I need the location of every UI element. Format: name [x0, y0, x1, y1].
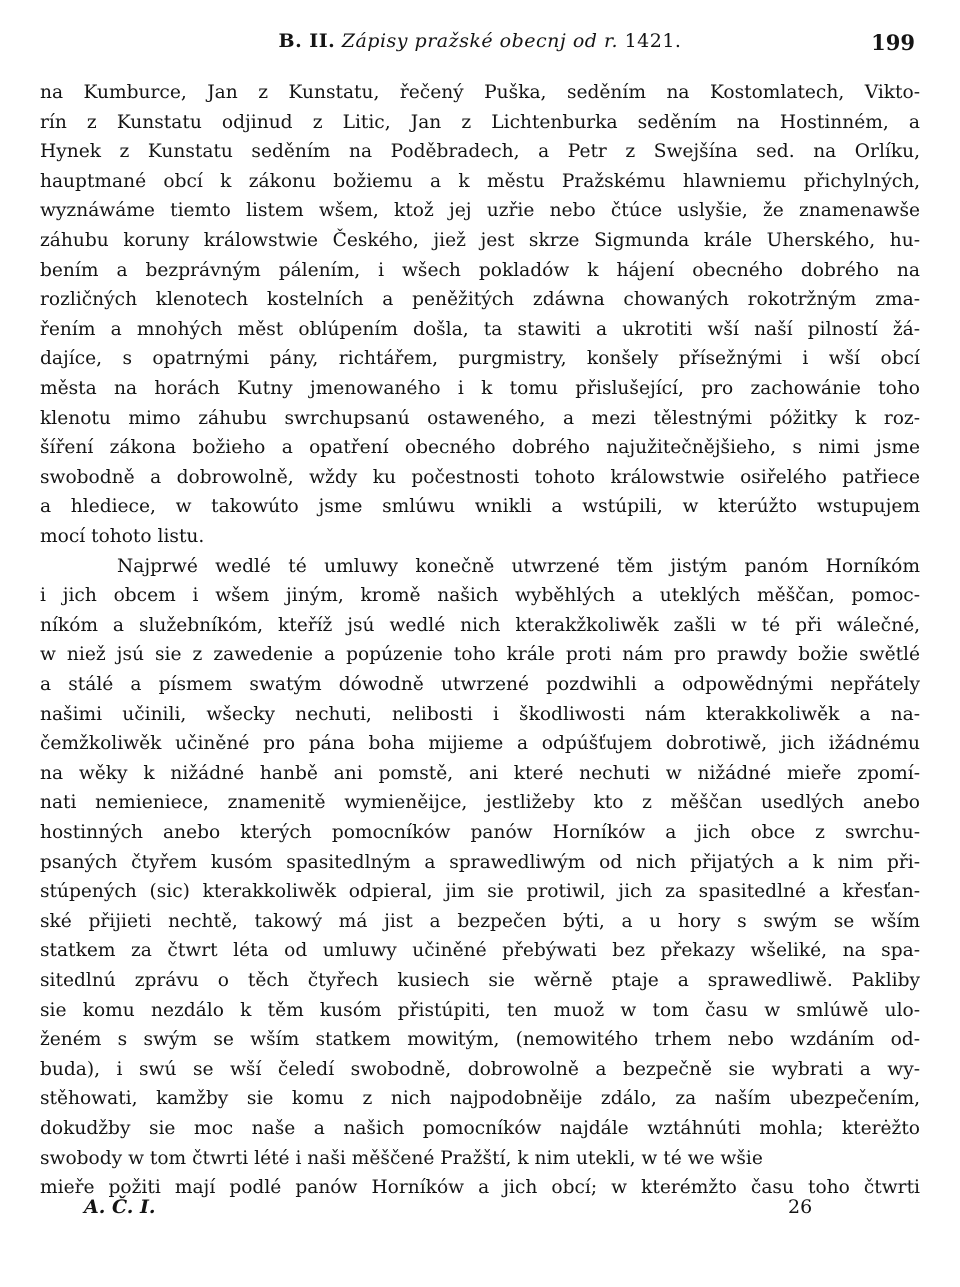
text-line: města na horách Kutny jmenowaného i k tomu přislušející, pro zachowánie toho [40, 378, 920, 399]
text-line: řením a mnohých měst oblúpením došla, ta stawiti a ukrotiti wší naší pilností žá- [40, 318, 920, 340]
text-line: Najprwé wedlé té umluwy konečně utwrzené těm jistým panóm Horníkóm [117, 555, 920, 577]
text-line: rín z Kunstatu odjinud z Litic, Jan z Lichtenburka seděním na Hostinném, a [40, 111, 920, 133]
text-line: dokudžby sie moc naše a našich pomocníków najdále wztáhnúti mohla; kterėžto [40, 1118, 920, 1139]
header-title [40, 30, 920, 52]
text-line: statkem za čtwrt léta od umluwy učiněné přebýwati bez překazy wšeliké, na spa- [40, 940, 920, 962]
text-line: nati nemieniece, znamenitě wymieněijce, jestližeby kto z měščan usedlých anebo [40, 792, 920, 814]
header-section: B. II. [278, 30, 336, 52]
signature-mark: A. Č. I. [84, 1196, 156, 1218]
text-line: rozličných klenotech kostelních a peněžitých zdáwna chowaných rokotržným zma- [40, 289, 920, 311]
text-line: buda), i swú se wší čeledí swobodně, dobrowolně a bezpečně sie wybrati a wy- [40, 1058, 920, 1080]
header-year: 1421. [624, 30, 682, 52]
text-line: w niež jsú sie z zawedenie a popúzenie toho krále proti nám pro prawdy božie swětlé [40, 644, 920, 666]
text-line: swobodně a dobrowolně, wždy ku počestnosti tohoto králowstwie osiřelého patřiece [40, 466, 920, 488]
text-line: na wěky k nižádné hanbě ani pomstě, ani které nechuti w nižádné mieře zpomí- [40, 762, 920, 784]
text-line: stěhowati, kamžby sie komu z nich najpodobněije zdálo, za naším ubezpečením, [40, 1088, 920, 1110]
text-line: i jich obcem i wšem jiným, kromě našich wyběhlých a uteklých měščan, pomoc- [40, 585, 920, 607]
text-line: mocí tohoto listu. [40, 526, 205, 547]
text-line: hostinných anebo kterých pomocníków panów Horníków a jich obce z swrchu- [40, 822, 920, 843]
text-line: ženém s swým se wším statkem mowitým, (nemowitého trhem nebo wzdáním od- [40, 1029, 920, 1051]
text-line: hauptmané obcí k zákonu božiemu a k městu Pražskému hlawniemu přichylných, [40, 170, 920, 192]
text-line: bením a bezprávným pálením, i wšech pokladów k hájení obecného dobrého na [40, 259, 920, 281]
text-line: níkóm a služebníkóm, kteříž jsú wedlé nich kterakžkoliwěk zašli w té při wálečné, [40, 614, 920, 636]
text-line: swobody w tom čtwrti lété i naši měščené Pražští, k nim utekli, w té we wšie [40, 1147, 763, 1169]
page-number: 199 [871, 30, 915, 55]
text-line: a stálé a písmem swatým dówodně utwrzené pozdwihli a odpowědnými nepřátely [40, 674, 920, 695]
text-line: a hlediece, w takowúto jsme smlúwu wnikli a wstúpili, w kterúžto wstupujem [40, 496, 920, 518]
text-line: našimi učinili, wšecky nechuti, nelibosti i škodliwosti nám kterakkoliwěk a na- [40, 703, 920, 725]
header-title-text: Zápisy pražské obecnj od r. [341, 30, 619, 52]
text-line: sitedlnú zprávu o těch čtyřech kusiech sie wěrně ptaje a sprawedliwě. Pakliby [40, 970, 920, 991]
page-footer [40, 1196, 920, 1226]
text-line: klenotu mimo záhubu swrchupsanú ostaweného, a mezi tělestnými póžitky k roz- [40, 407, 920, 429]
text-line: záhubu koruny králowstwie Českého, jiež jest skrze Sigmunda krále Uherského, hu- [40, 230, 920, 251]
text-line: mieře požiti mají podlé panów Horníków a jich obcí; w kterémžto času toho čtwrti [40, 1177, 920, 1199]
text-line: dajíce, s opatrnými pány, richtářem, purgmistry, konšely přísežnými i wší obcí [40, 348, 920, 370]
text-line: na Kumburce, Jan z Kunstatu, řečený Puška, seděním na Kostomlatech, Vikto- [40, 82, 920, 103]
text-line: psaných čtyřem kusóm spasitedlným a sprawedliwým od nich přijatých a k nim při- [40, 851, 920, 873]
text-line: stúpených (sic) kterakkoliwěk odpieral, jim sie protiwil, jich za spasitedlné a křesťan- [40, 881, 920, 903]
text-line: sie komu nezdálo k těm kusóm přistúpiti, ten muož w tom času w smlúwě ulo- [40, 999, 920, 1021]
sheet-number: 26 [788, 1196, 813, 1218]
text-line: šíření zákona božieho a opatření obecného dobrého najužitečnějšieho, s nimi jsme [40, 437, 920, 459]
text-line: Hynek z Kunstatu seděním na Poděbradech, a Petr z Swejšína sed. na Orlíku, [40, 141, 920, 163]
text-line: ské přijieti nechtě, takowý má jist a bezpečen býti, a u hory s swým se wším [40, 910, 920, 932]
text-line: čemžkoliwěk učiněné pro pána boha mijieme a odpúšťujem dobrotiwě, jich ižádnému [40, 733, 920, 755]
text-line: wyznáwáme tiemto listem wšem, ktož jej uzřie nebo čtúce uslyšie, že znamenawše [40, 200, 920, 222]
running-header [40, 30, 920, 66]
